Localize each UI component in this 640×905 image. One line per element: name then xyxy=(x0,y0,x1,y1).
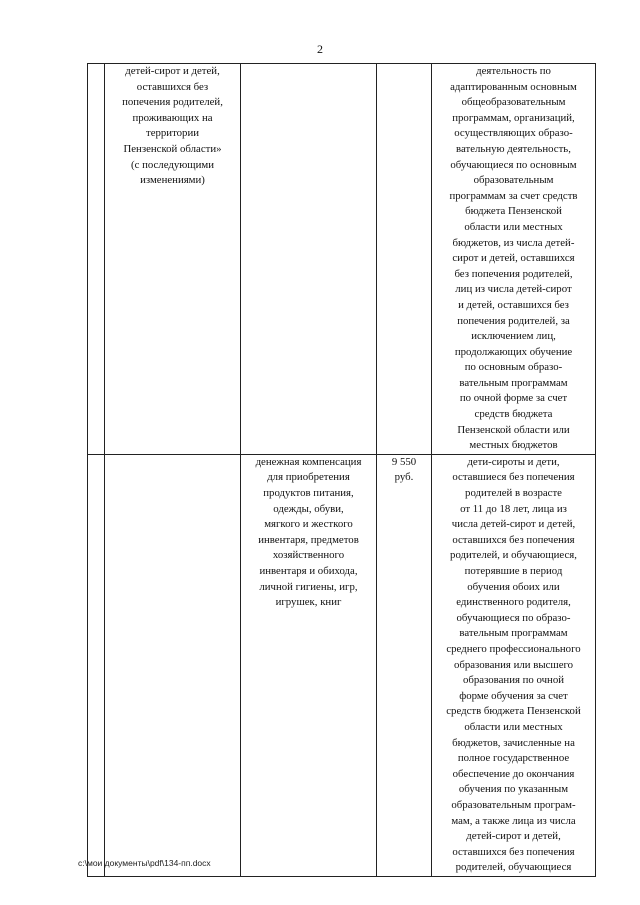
table-cell-index xyxy=(88,454,105,876)
table-cell-recipients xyxy=(432,454,596,876)
footer-file-path: c:\мои документы\pdf\134-пп.docx xyxy=(78,858,211,868)
recipients-text: деятельность по адаптированным основным общеобразовательным программам, организаций, осуществляющих образо- вательную деятельность, обучающиеся по основным образовательным программам за счет средств бюджета Пензенской области или местных бюджетов, из числа детей- сирот и детей, оставшихся без попечения родителей, лиц из числа детей-сирот и детей, оставшихся без попечения родителей, за исключением лиц, продолжающих обучение по основным образо- вательным программам по очной форме за счет средств бюджета Пензенской области или местных бюджетов xyxy=(449,65,578,452)
table-cell-amount xyxy=(377,64,432,455)
amount-text: 9 550 руб. xyxy=(391,455,417,484)
table-row xyxy=(88,454,596,876)
table-cell-benefit-type xyxy=(241,454,377,876)
table-cell-recipients xyxy=(432,64,596,455)
table-cell-legal-act xyxy=(105,454,241,876)
table-row xyxy=(88,64,596,455)
table-cell-amount xyxy=(377,454,432,876)
page-number: 2 xyxy=(317,42,323,56)
recipients-text: дети-сироты и дети, оставшиеся без попечения родителей в возрасте от 11 до 18 лет, лица из числа детей-сирот и детей, оставшихся без попечения родителей, и обучающиеся, потерявшие в период обучения обоих или единственного родителя, обучающиеся по образо- вательным программам среднего профессионального образования или высшего образования по очной форме обучения за счет средств бюджета Пензенской области или местных бюджетов, зачисленные на полное государственное обеспечение до окончания обучения по указанным образовательным програм- мам, а также лица из числа детей-сирот и детей, оставшихся без попечения родителей, обучающиеся xyxy=(446,455,581,874)
table-cell-legal-act xyxy=(105,64,241,455)
benefit-type-text: денежная компенсация для приобретения продуктов питания, одежды, обуви, мягкого и жесткого инвентаря, предметов хозяйственного инвентаря и обихода, личной гигиены, игр, игрушек, книг xyxy=(255,455,362,609)
benefits-table xyxy=(87,63,596,877)
legal-act-text: детей-сирот и детей, оставшихся без попечения родителей, проживающих на территории Пензенской области» (с последующими изменениями) xyxy=(122,65,223,187)
table-cell-benefit-type xyxy=(241,64,377,455)
table-cell-index xyxy=(88,64,105,455)
